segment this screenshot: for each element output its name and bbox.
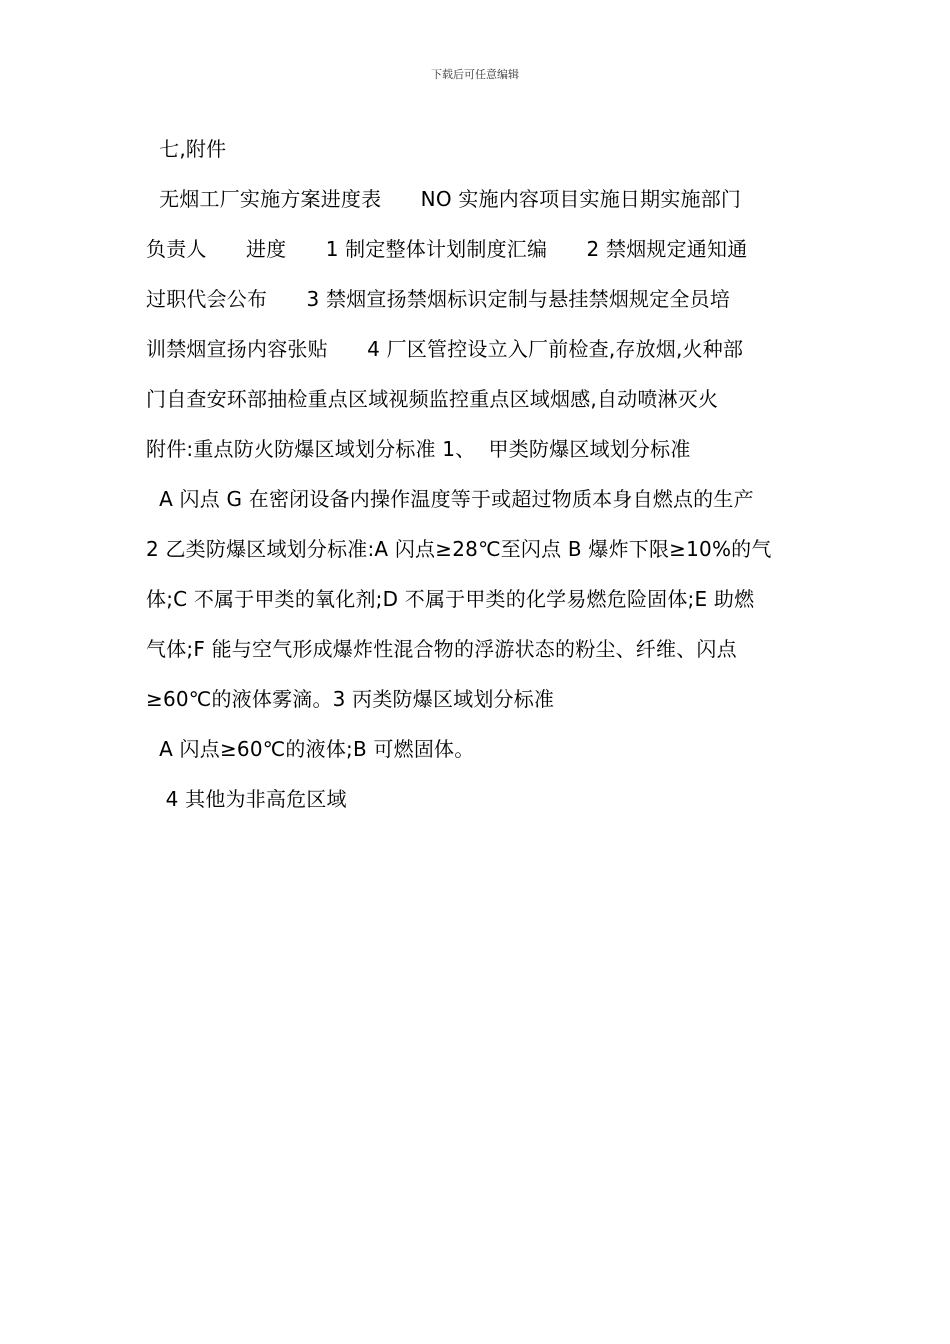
paragraph-line: A 闪点≥60℃的液体;B 可燃固体。 bbox=[146, 737, 475, 761]
paragraph-line: 门自查安环部抽检重点区域视频监控重点区域烟感,自动喷淋灭火 bbox=[146, 387, 719, 411]
page-header-note: 下载后可任意编辑 bbox=[431, 68, 519, 81]
paragraph-line: A 闪点 G 在密闭设备内操作温度等于或超过物质本身自燃点的生产 bbox=[146, 487, 754, 511]
paragraph-line: 过职代会公布 3 禁烟宣扬禁烟标识定制与悬挂禁烟规定全员培 bbox=[146, 287, 731, 311]
paragraph-line: 4 其他为非高危区域 bbox=[146, 787, 347, 811]
paragraph-line: ≥60℃的液体雾滴。3 丙类防爆区域划分标准 bbox=[146, 687, 555, 711]
paragraph-line: 负责人 进度 1 制定整体计划制度汇编 2 禁烟规定通知通 bbox=[146, 237, 748, 261]
paragraph-line: 无烟工厂实施方案进度表 NO 实施内容项目实施日期实施部门 bbox=[146, 187, 742, 211]
section-heading: 七,附件 bbox=[146, 137, 227, 161]
paragraph-line: 附件:重点防火防爆区域划分标准 1、 甲类防爆区域划分标准 bbox=[146, 437, 691, 461]
paragraph-line: 训禁烟宣扬内容张贴 4 厂区管控设立入厂前检查,存放烟,火种部 bbox=[146, 337, 744, 361]
paragraph-line: 气体;F 能与空气形成爆炸性混合物的浮游状态的粉尘、纤维、闪点 bbox=[146, 637, 737, 661]
document-body bbox=[146, 124, 806, 824]
paragraph-line: 体;C 不属于甲类的氧化剂;D 不属于甲类的化学易燃危险固体;E 助燃 bbox=[146, 587, 755, 611]
paragraph-line: 2 乙类防爆区域划分标准:A 闪点≥28℃至闪点 B 爆炸下限≥10%的气 bbox=[146, 537, 772, 561]
